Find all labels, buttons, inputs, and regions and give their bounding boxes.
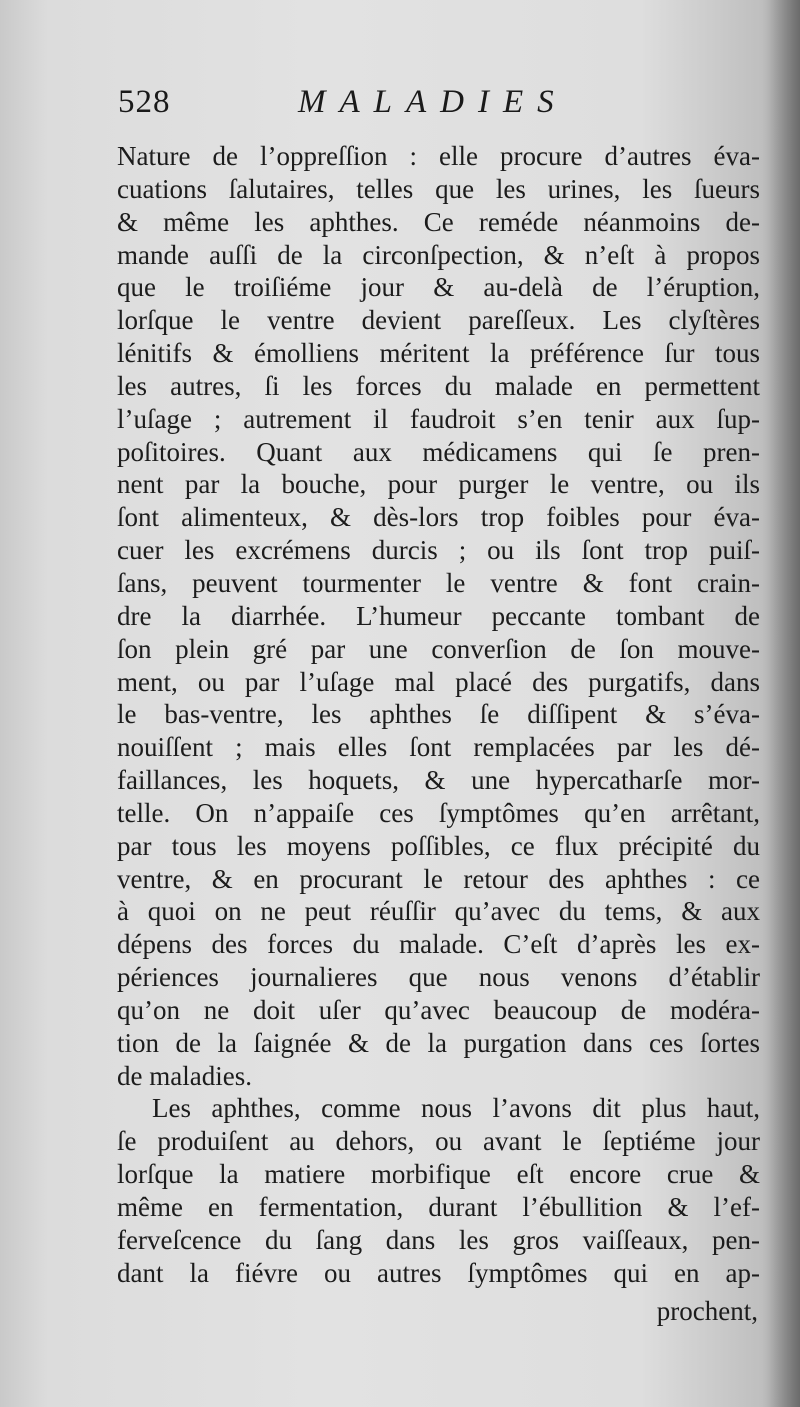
text-line: ſont alimenteux, & dès-lors trop foibles pour éva-: [117, 502, 760, 533]
text-line: cuations ſalutaires, telles que les urines, les ſueurs: [117, 173, 760, 204]
text-line: dant la fiévre ou autres ſymptômes qui en ap-: [117, 1257, 760, 1288]
text-line: cuer les excrémens durcis ; ou ils ſont trop puiſ-: [117, 535, 760, 566]
text-line: ment, ou par l’uſage mal placé des purgatifs, dans: [117, 666, 760, 697]
text-line: même en fermentation, durant l’ébullition & l’ef-: [117, 1192, 760, 1222]
text-line: dre la diarrhée. L’humeur peccante tombant de: [117, 600, 760, 631]
text-line: faillances, les hoquets, & une hypercatharſe mor-: [117, 765, 760, 796]
text-line: lorſque le ventre devient pareſſeux. Les clyſtères: [117, 305, 760, 336]
text-line: ventre, & en procurant le retour des aphthes : ce: [117, 863, 760, 894]
catchword: prochent,: [656, 1296, 758, 1326]
text-line: le bas-ventre, les aphthes ſe diſſipent & s’éva-: [117, 699, 760, 730]
text-line: mande auſſi de la circonſpection, & n’eſt à propos: [117, 239, 760, 270]
text-line: que le troiſiéme jour & au-delà de l’éruption,: [117, 272, 760, 303]
text-line: ſon plein gré par une converſion de ſon mouve-: [117, 633, 760, 664]
text-line: par tous les moyens poſſibles, ce flux précipité du: [117, 830, 760, 861]
text-line: & même les aphthes. Ce reméde néanmoins de-: [117, 206, 760, 237]
text-line: les autres, ſi les forces du malade en permettent: [117, 370, 760, 401]
running-title: MALADIES: [298, 84, 568, 120]
text-line: nent par la bouche, pour purger le ventre, ou ils: [117, 469, 760, 500]
page-edge-shadow: [762, 0, 800, 1407]
text-line: ferveſcence du ſang dans les gros vaiſſeaux, pen-: [117, 1224, 760, 1255]
text-line: à quoi on ne peut réuſſir qu’avec du tems, & aux: [117, 896, 760, 927]
running-head: [118, 84, 758, 134]
text-line: qu’on ne doit uſer qu’avec beaucoup de modéra-: [117, 994, 760, 1025]
text-line: telle. On n’appaiſe ces ſymptômes qu’en arrêtant,: [117, 797, 760, 828]
text-line: poſitoires. Quant aux médicamens qui ſe pren-: [117, 436, 760, 467]
text-line: dépens des forces du malade. C’eſt d’après les ex-: [117, 929, 760, 960]
text-line: ſans, peuvent tourmenter le ventre & font crain-: [117, 567, 760, 598]
text-line: de maladies.: [117, 1060, 252, 1091]
paragraph-start-line: Les aphthes, comme nous l’avons dit plus haut,: [152, 1093, 760, 1124]
text-line: lénitifs & émolliens méritent la préférence ſur tous: [117, 338, 760, 369]
text-line: périences journalieres que nous venons d’établir: [117, 962, 760, 993]
text-line: Nature de l’oppreſſion : elle procure d’autres éva-: [117, 141, 760, 171]
text-line: nouiſſent ; mais elles ſont remplacées par les dé-: [117, 732, 760, 763]
text-line: tion de la ſaignée & de la purgation dans ces ſortes: [117, 1027, 760, 1058]
body-text: [117, 140, 760, 1290]
text-line: l’uſage ; autrement il faudroit s’en tenir aux ſup-: [117, 403, 760, 434]
text-line: ſe produiſent au dehors, ou avant le ſeptiéme jour: [117, 1126, 760, 1157]
text-line: lorſque la matiere morbifique eſt encore crue &: [117, 1159, 760, 1190]
page-number: 528: [118, 84, 171, 120]
